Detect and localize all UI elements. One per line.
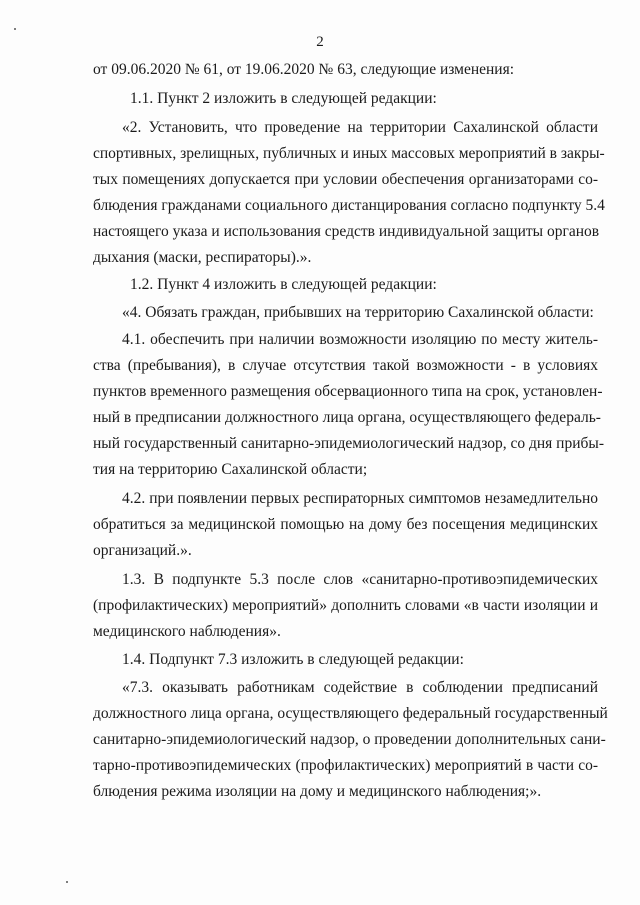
page-number: 2 [316, 34, 324, 50]
text-line: обратиться за медицинской помощью на дому без посещения медицинских [93, 516, 598, 533]
text-line: должностного лица органа, осуществляющего федеральный государственный [93, 705, 608, 722]
text-line: пунктов временного размещения обсервационного типа на срок, установлен- [93, 383, 603, 400]
text-line: блюдения гражданами социального дистанцирования согласно подпункту 5.4 [93, 197, 605, 214]
text-line: ства (пребывания), в случае отсутствия такой возможности - в условиях [93, 357, 598, 374]
text-line: дыхания (маски, респираторы).». [93, 249, 312, 266]
text-line: тия на территорию Сахалинской области; [93, 461, 368, 478]
text-line: 1.4. Подпункт 7.3 изложить в следующей редакции: [122, 651, 464, 668]
text-line: настоящего указа и использования средств индивидуальной защиты органов [93, 223, 600, 240]
text-line: ный государственный санитарно-эпидемиологический надзор, со дня прибы- [93, 435, 604, 452]
scan-speck [14, 28, 16, 30]
text-line: «4. Обязать граждан, прибывших на территорию Сахалинской области: [122, 304, 594, 321]
text-line: спортивных, зрелищных, публичных и иных массовых мероприятий в закры- [93, 145, 605, 162]
text-line: 4.2. при появлении первых респираторных симптомов незамедлительно [122, 490, 598, 507]
text-line: «2. Установить, что проведение на территории Сахалинской области [122, 119, 598, 136]
text-line: 1.2. Пункт 4 изложить в следующей редакции: [130, 276, 437, 293]
text-line: санитарно-эпидемиологический надзор, о проведении дополнительных сани- [93, 731, 606, 748]
text-line: (профилактических) мероприятий» дополнить словами «в части изоляции и [93, 597, 598, 614]
scan-speck [66, 881, 68, 883]
text-line: 1.3. В подпункте 5.3 после слов «санитарно-противоэпидемических [122, 571, 598, 588]
text-line: от 09.06.2020 № 61, от 19.06.2020 № 63, следующие изменения: [93, 61, 515, 78]
text-line: тарно-противоэпидемических (профилактических) мероприятий в части со- [93, 757, 598, 774]
text-line: 4.1. обеспечить при наличии возможности изоляцию по месту житель- [122, 331, 598, 348]
text-line: организаций.». [93, 542, 192, 559]
text-line: ный в предписании должностного лица органа, осуществляющего федераль- [93, 409, 601, 426]
text-line: блюдения режима изоляции на дому и медицинского наблюдения;». [93, 783, 542, 800]
text-line: 1.1. Пункт 2 изложить в следующей редакции: [130, 90, 437, 107]
text-line: медицинского наблюдения». [93, 623, 281, 640]
text-line: «7.3. оказывать работникам содействие в соблюдении предписаний [122, 679, 598, 696]
text-line: тых помещениях допускается при условии обеспечения организаторами со- [93, 171, 598, 188]
